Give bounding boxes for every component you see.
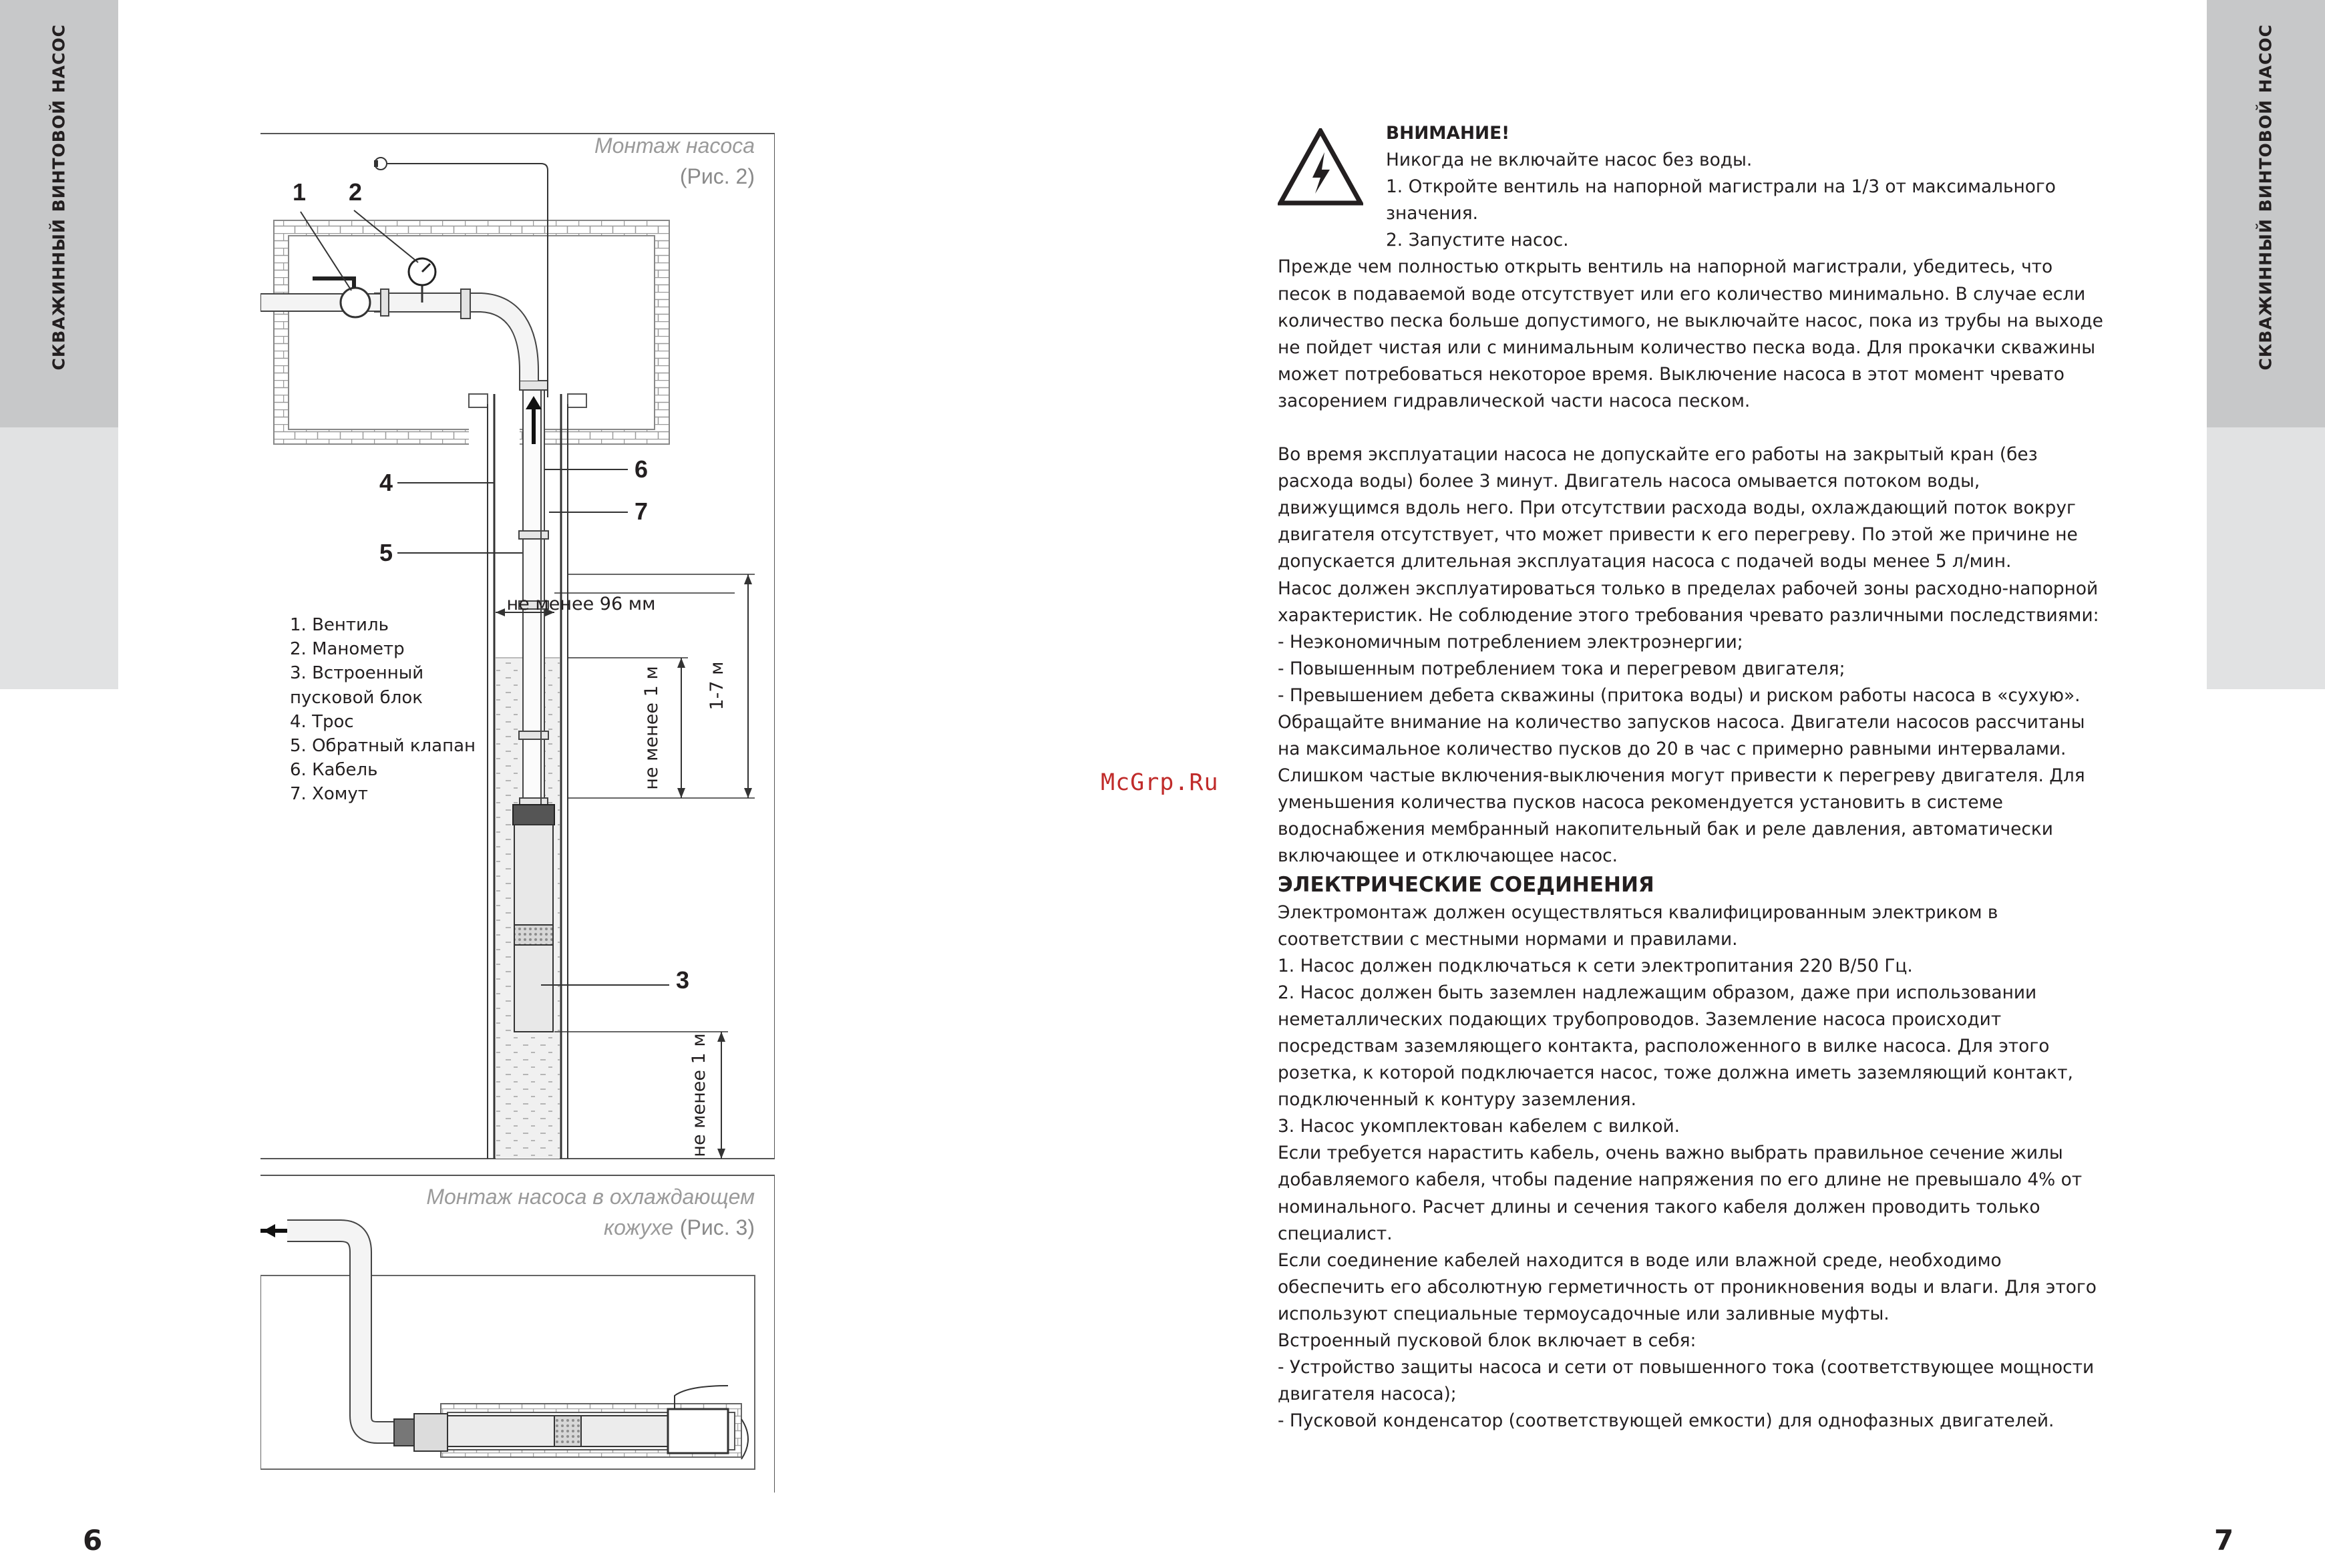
right-side-tab-lower <box>2207 427 2325 689</box>
label-5: 5 <box>379 539 393 566</box>
figure-2-ref: (Рис. 2) <box>679 164 755 188</box>
warning-line: 2. Запустите насос. <box>1386 230 1569 251</box>
dim-1m-bottom: не менее 1 м <box>689 1033 709 1157</box>
section-title: ЭЛЕКТРИЧЕСКИЕ СОЕДИНЕНИЯ <box>1278 872 1654 897</box>
label-6: 6 <box>635 455 649 483</box>
paragraph-sand: Прежде чем полностью открыть вентиль на напорной магистрали, убедитесь, что песок в подаваемой воде отсутствует или его количество минимально. В случае если количество песка больше допустимого, не выключайте насос, пока из трубы на выходе не пойдет чистая или с минимальным количество песка вода. Для прокачки скважины может потребоваться некоторое время. Выключение насоса в этот момент чревато засорением гидравлической части насоса песком. <box>1278 256 2103 411</box>
consequence-item: - Превышением дебета скважины (притока воды) и риском работы насоса в «сухую». <box>1278 684 2081 706</box>
dim-1m-top: не менее 1 м <box>641 666 662 790</box>
section-item: - Устройство защиты насоса и сети от повышенного тока (соответствующее мощности двигателя насоса); <box>1278 1357 2095 1405</box>
section-intro: Электромонтаж должен осуществляться квалифицированным электриком в соответствии с местными нормами и правилами. <box>1278 902 1998 950</box>
consequence-item: - Повышенным потреблением тока и перегревом двигателя; <box>1278 658 1845 679</box>
legend-item: 7. Хомут <box>290 784 368 805</box>
figure-3-caption-line1: Монтаж насоса в охлаждающем <box>426 1185 755 1209</box>
paragraph-starts: Обращайте внимание на количество запусков насоса. Двигатели насосов рассчитаны на максимальное количество пусков до 20 в час с примерно равными интервалами. Слишком частые включения-выключения могут привести к перегреву двигателя. Для уменьшения количества пусков насоса рекомендуется установить в системе водоснабжения мембранный накопительный бак и реле давления, автоматически включающее и отключающее насос. <box>1278 711 2085 867</box>
warning-line: 1. Откройте вентиль на напорной магистрали на 1/3 от максимального значения. <box>1386 176 2056 224</box>
figure-drawing <box>260 130 775 1493</box>
figure-3-ref: (Рис. 3) <box>679 1215 755 1239</box>
legend-item: 2. Манометр <box>290 639 405 660</box>
legend-item: 6. Кабель <box>290 760 378 781</box>
paragraph-dry-run: Во время эксплуатации насоса не допускайте его работы на закрытый кран (без расхода воды) более 3 минут. Двигатель насоса омывается потоком воды, движущимся вдоль него. При отсутствии расхода воды, охлаждающий поток вокруг двигателя отсутствует, что может привести к его перегреву. По этой же причине не допускается длительная эксплуатация насоса с подачей воды менее 5 л/мин. <box>1278 444 2078 572</box>
section-item: - Пусковой конденсатор (соответствующей емкости) для однофазных двигателей. <box>1278 1410 2054 1432</box>
consequence-item: - Неэкономичным потреблением электроэнергии; <box>1278 631 1743 652</box>
legend-item: пусковой блок <box>290 687 423 708</box>
right-page-text <box>1278 120 2106 1434</box>
warning-title: ВНИМАНИЕ! <box>1386 123 1510 144</box>
section-item: Если требуется нарастить кабель, очень важно выбрать правильное сечение жилы добавляемого кабеля, чтобы падение напряжения по его длине не превышало 4% от номинального. Расчет длины и сечения такого кабеля должен проводить только специалист. <box>1278 1143 2083 1244</box>
legend-item: 5. Обратный клапан <box>290 736 476 757</box>
figure-2-caption: Монтаж насоса <box>594 134 755 158</box>
warning-line: Никогда не включайте насос без воды. <box>1386 150 1753 171</box>
installation-figures <box>260 130 775 1493</box>
section-item: Встроенный пусковой блок включает в себя: <box>1278 1330 1696 1352</box>
section-item: Если соединение кабелей находится в воде или влажной среде, необходимо обеспечить его абсолютную герметичность от проникновения воды и влаги. Для этого используют специальные термоусадочные или заливные муфты. <box>1278 1249 2097 1324</box>
warning-block <box>1278 120 2106 254</box>
label-7: 7 <box>635 498 649 525</box>
legend-item: 1. Вентиль <box>290 615 389 635</box>
valve <box>341 288 370 317</box>
left-side-title: СКВАЖИННЫЙ ВИНТОВОЙ НАСОС <box>49 24 69 371</box>
figure-3-caption-line2: кожухе <box>603 1215 673 1239</box>
watermark: McGrp.Ru <box>1101 769 1219 796</box>
left-side-tab-lower <box>0 427 118 689</box>
page-number-left: 6 <box>83 1524 103 1557</box>
section-item: 2. Насос должен быть заземлен надлежащим образом, даже при использовании неметаллических подающих трубопроводов. Заземление насоса происходит посредствам заземляющего контакта, расположенного в вилке насоса. Для этого розетка, к которой подключается насос, тоже должна иметь заземляющий контакт, подключенный к контуру заземления. <box>1278 982 2073 1111</box>
label-1: 1 <box>293 178 307 206</box>
legend-item: 4. Трос <box>290 711 354 732</box>
section-item: 3. Насос укомплектован кабелем с вилкой. <box>1278 1116 1680 1137</box>
legend-item: 3. Встроенный <box>290 663 424 684</box>
dim-1-7m: 1-7 м <box>707 661 727 711</box>
figure-legend <box>290 613 476 807</box>
dim-96mm: не менее 96 мм <box>506 594 656 614</box>
label-2: 2 <box>349 178 363 206</box>
section-item: 1. Насос должен подключаться к сети электропитания 220 В/50 Гц. <box>1278 955 1913 976</box>
page-number-right: 7 <box>2214 1524 2234 1557</box>
right-side-title: СКВАЖИННЫЙ ВИНТОВОЙ НАСОС <box>2256 24 2276 371</box>
paragraph-working-zone: Насос должен эксплуатироваться только в пределах рабочей зоны расходно-напорной характеристик. Не соблюдение этого требования чревато различными последствиями: <box>1278 578 2099 626</box>
label-4: 4 <box>379 469 393 496</box>
label-3: 3 <box>676 966 690 994</box>
high-voltage-warning-icon <box>1278 128 1363 207</box>
figure-3 <box>260 1175 775 1493</box>
